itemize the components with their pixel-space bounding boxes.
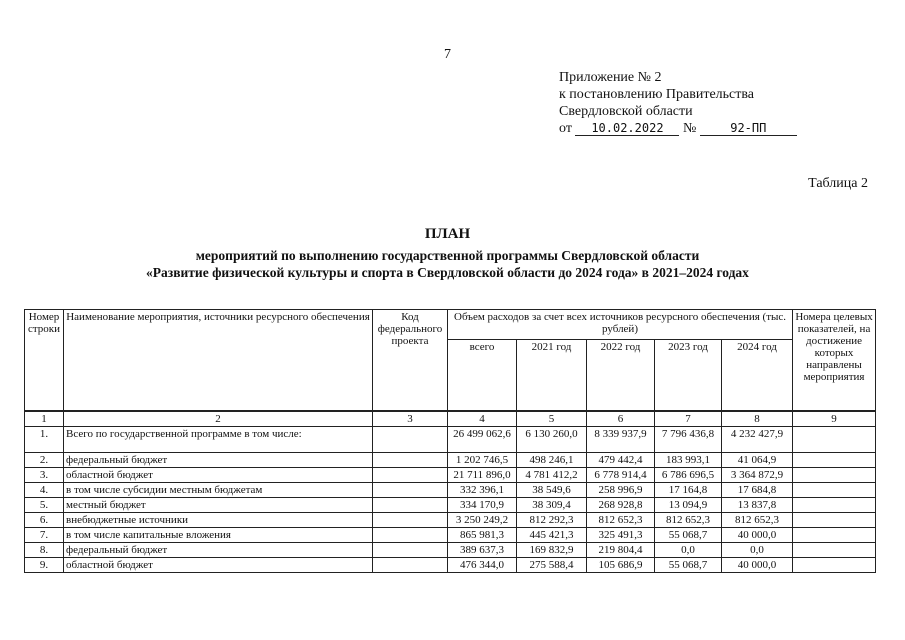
appendix-block <box>559 69 797 137</box>
header-2024: 2024 год <box>722 340 793 411</box>
table-row <box>25 528 876 543</box>
federal-project-code-cell <box>373 558 448 573</box>
federal-project-code-cell <box>373 498 448 513</box>
federal-project-code-cell <box>373 543 448 558</box>
year-2024-cell: 41 064,9 <box>722 453 793 468</box>
year-2022-cell: 105 686,9 <box>587 558 655 573</box>
year-2022-cell: 6 778 914,4 <box>587 468 655 483</box>
table-label: Таблица 2 <box>808 176 868 191</box>
federal-project-code-cell <box>373 427 448 453</box>
year-2023-cell: 183 993,1 <box>655 453 722 468</box>
year-2023-cell: 812 652,3 <box>655 513 722 528</box>
appendix-line-1: Приложение № 2 <box>559 70 662 85</box>
header-name: Наименование мероприятия, источники ресурсного обеспечения <box>64 310 373 412</box>
decree-number: 92-ПП <box>700 121 797 136</box>
year-2021-cell: 38 549,6 <box>517 483 587 498</box>
year-2023-cell: 17 164,8 <box>655 483 722 498</box>
appendix-line-2: к постановлению Правительства <box>559 87 755 102</box>
row-name-cell: федеральный бюджет <box>64 543 373 558</box>
row-name-cell: внебюджетные источники <box>64 513 373 528</box>
page-number: 7 <box>444 47 451 62</box>
federal-project-code-cell <box>373 528 448 543</box>
header-2021: 2021 год <box>517 340 587 411</box>
federal-project-code-cell <box>373 483 448 498</box>
header-volume: Объем расходов за счет всех источников ресурсного обеспечения (тыс. рублей) <box>448 310 793 340</box>
total-cell: 21 711 896,0 <box>448 468 517 483</box>
year-2021-cell: 275 588,4 <box>517 558 587 573</box>
column-index: 4 <box>448 411 517 427</box>
plan-subtitle-2: «Развитие физической культуры и спорта в Свердловской области до 2024 года» в 2021–2024 годах <box>146 265 749 280</box>
total-cell: 3 250 249,2 <box>448 513 517 528</box>
year-2021-cell: 812 292,3 <box>517 513 587 528</box>
year-2024-cell: 17 684,8 <box>722 483 793 498</box>
table-row <box>25 543 876 558</box>
row-name-cell: областной бюджет <box>64 558 373 573</box>
target-indicators-cell <box>793 483 876 498</box>
year-2021-cell: 445 421,3 <box>517 528 587 543</box>
row-name-cell: федеральный бюджет <box>64 453 373 468</box>
target-indicators-cell <box>793 513 876 528</box>
row-number-cell: 7. <box>25 528 64 543</box>
table-row <box>25 513 876 528</box>
column-index: 6 <box>587 411 655 427</box>
total-cell: 476 344,0 <box>448 558 517 573</box>
year-2022-cell: 268 928,8 <box>587 498 655 513</box>
plan-title: ПЛАН <box>424 226 471 242</box>
federal-project-code-cell <box>373 513 448 528</box>
table-row <box>25 483 876 498</box>
plan-table <box>24 309 876 573</box>
row-name-cell: в том числе капитальные вложения <box>64 528 373 543</box>
year-2024-cell: 13 837,8 <box>722 498 793 513</box>
row-number-cell: 6. <box>25 513 64 528</box>
row-number-cell: 1. <box>25 427 64 453</box>
year-2022-cell: 258 996,9 <box>587 483 655 498</box>
table-row <box>25 558 876 573</box>
appendix-date-line <box>559 120 797 137</box>
title-block <box>0 226 895 281</box>
year-2022-cell: 325 491,3 <box>587 528 655 543</box>
total-cell: 865 981,3 <box>448 528 517 543</box>
target-indicators-cell <box>793 468 876 483</box>
target-indicators-cell <box>793 453 876 468</box>
year-2022-cell: 219 804,4 <box>587 543 655 558</box>
target-indicators-cell <box>793 427 876 453</box>
column-index: 8 <box>722 411 793 427</box>
total-cell: 389 637,3 <box>448 543 517 558</box>
table-row <box>25 427 876 453</box>
row-name-cell: в том числе субсидии местным бюджетам <box>64 483 373 498</box>
federal-project-code-cell <box>373 453 448 468</box>
number-prefix: № <box>682 121 697 136</box>
year-2021-cell: 169 832,9 <box>517 543 587 558</box>
table-row <box>25 498 876 513</box>
year-2023-cell: 0,0 <box>655 543 722 558</box>
header-total: всего <box>448 340 517 411</box>
header-targets: Номера целевых показателей, на достижение которых направлены мероприятия <box>793 310 876 412</box>
column-index: 1 <box>25 411 64 427</box>
column-index: 5 <box>517 411 587 427</box>
row-number-cell: 3. <box>25 468 64 483</box>
row-number-cell: 2. <box>25 453 64 468</box>
year-2022-cell: 479 442,4 <box>587 453 655 468</box>
target-indicators-cell <box>793 498 876 513</box>
year-2023-cell: 55 068,7 <box>655 558 722 573</box>
year-2021-cell: 6 130 260,0 <box>517 427 587 453</box>
row-number-cell: 9. <box>25 558 64 573</box>
year-2024-cell: 40 000,0 <box>722 558 793 573</box>
federal-project-code-cell <box>373 468 448 483</box>
column-index: 9 <box>793 411 876 427</box>
table-row <box>25 453 876 468</box>
year-2024-cell: 40 000,0 <box>722 528 793 543</box>
header-row-number: Номер строки <box>25 310 64 412</box>
column-index-row <box>25 411 876 427</box>
decree-date: 10.02.2022 <box>575 121 679 136</box>
year-2024-cell: 4 232 427,9 <box>722 427 793 453</box>
total-cell: 334 170,9 <box>448 498 517 513</box>
row-name-cell: местный бюджет <box>64 498 373 513</box>
plan-subtitle-1: мероприятий по выполнению государственной программы Свердловской области <box>195 248 700 263</box>
header-code: Код федерального проекта <box>373 310 448 412</box>
year-2021-cell: 38 309,4 <box>517 498 587 513</box>
year-2023-cell: 13 094,9 <box>655 498 722 513</box>
column-index: 3 <box>373 411 448 427</box>
header-2023: 2023 год <box>655 340 722 411</box>
year-2023-cell: 6 786 696,5 <box>655 468 722 483</box>
year-2022-cell: 812 652,3 <box>587 513 655 528</box>
table-row <box>25 468 876 483</box>
year-2021-cell: 4 781 412,2 <box>517 468 587 483</box>
appendix-line-3: Свердловской области <box>559 104 693 119</box>
column-index: 2 <box>64 411 373 427</box>
row-name-cell: Всего по государственной программе в том числе: <box>64 427 373 453</box>
row-name-cell: областной бюджет <box>64 468 373 483</box>
row-number-cell: 8. <box>25 543 64 558</box>
column-index: 7 <box>655 411 722 427</box>
target-indicators-cell <box>793 543 876 558</box>
year-2024-cell: 0,0 <box>722 543 793 558</box>
year-2024-cell: 812 652,3 <box>722 513 793 528</box>
row-number-cell: 4. <box>25 483 64 498</box>
year-2024-cell: 3 364 872,9 <box>722 468 793 483</box>
total-cell: 332 396,1 <box>448 483 517 498</box>
year-2023-cell: 7 796 436,8 <box>655 427 722 453</box>
target-indicators-cell <box>793 558 876 573</box>
year-2022-cell: 8 339 937,9 <box>587 427 655 453</box>
row-number-cell: 5. <box>25 498 64 513</box>
date-prefix: от <box>559 121 572 136</box>
target-indicators-cell <box>793 528 876 543</box>
header-2022: 2022 год <box>587 340 655 411</box>
year-2021-cell: 498 246,1 <box>517 453 587 468</box>
year-2023-cell: 55 068,7 <box>655 528 722 543</box>
total-cell: 1 202 746,5 <box>448 453 517 468</box>
total-cell: 26 499 062,6 <box>448 427 517 453</box>
